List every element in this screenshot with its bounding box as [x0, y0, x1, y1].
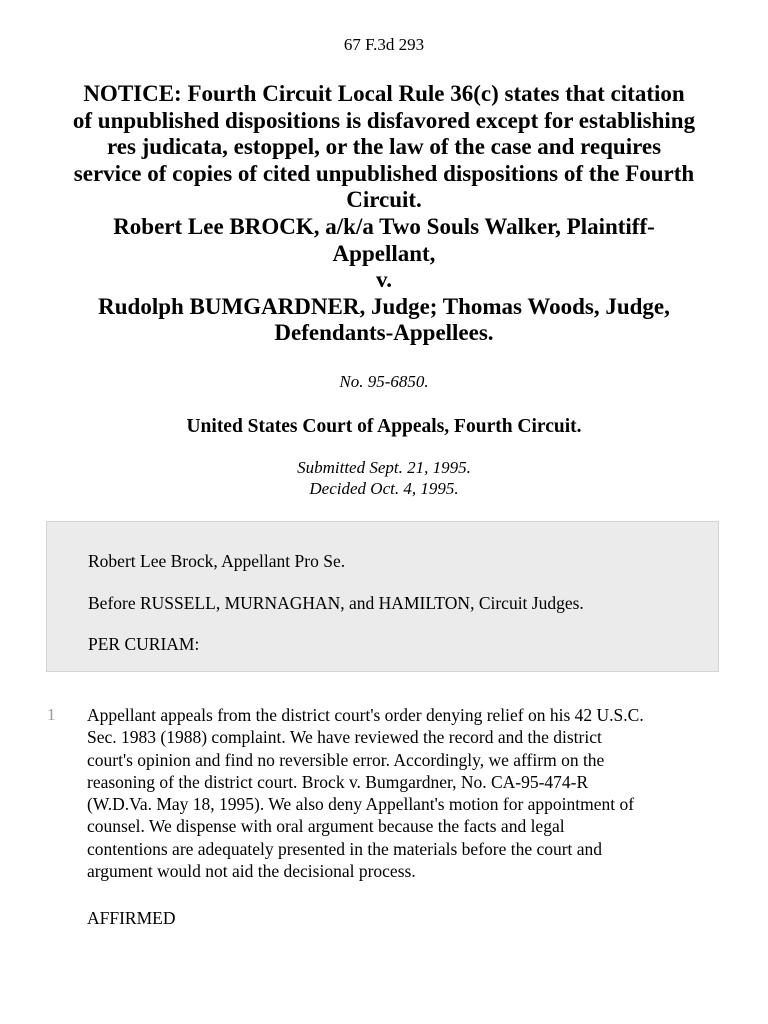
opinion-line: Appellant appeals from the district court's order denying relief on his 42 U.S.C.	[87, 705, 644, 725]
court-name: United States Court of Appeals, Fourth Circuit.	[186, 416, 582, 437]
opinion-line: contentions are adequately presented in the materials before the court and	[87, 838, 603, 859]
caption-line: v.	[376, 267, 392, 293]
opinion-line: counsel. We dispense with oral argument because the facts and legal	[87, 816, 565, 837]
case-info-box	[46, 521, 719, 672]
docket-number: No. 95-6850.	[339, 372, 429, 391]
panel-line: Before RUSSELL, MURNAGHAN, and HAMILTON, Circuit Judges.	[88, 593, 584, 613]
per-curiam-label: PER CURIAM:	[88, 634, 200, 654]
case-dates	[0, 457, 768, 499]
notice-line: res judicata, estoppel, or the law of the case and requires	[106, 134, 662, 160]
opinion-line: reasoning of the district court. Brock v. Bumgardner, No. CA-95-474-R	[87, 771, 589, 792]
submitted-date: Submitted Sept. 21, 1995.	[297, 458, 471, 477]
disposition: AFFIRMED	[87, 908, 176, 928]
case-citation: 67 F.3d 293	[343, 35, 425, 54]
caption-line: Appellant,	[332, 240, 436, 266]
opinion-line: court's opinion and find no reversible error. Accordingly, we affirm on the	[87, 749, 605, 770]
caption-line: Rudolph BUMGARDNER, Judge; Thomas Woods, Judge,	[98, 293, 670, 319]
paragraph-number: 1	[47, 705, 56, 724]
caption-line: Defendants-Appellees.	[274, 320, 494, 346]
decided-date: Decided Oct. 4, 1995.	[309, 479, 459, 498]
notice-line: service of copies of cited unpublished dispositions of the Fourth	[73, 160, 695, 186]
notice-line: of unpublished dispositions is disfavored except for establishing	[72, 107, 696, 133]
notice-line: Circuit.	[346, 187, 422, 213]
opinion-line: argument would not aid the decisional process.	[87, 861, 416, 882]
counsel-line: Robert Lee Brock, Appellant Pro Se.	[88, 551, 346, 571]
opinion-paragraph	[87, 704, 732, 882]
opinion-line: Sec. 1983 (1988) complaint. We have reviewed the record and the district	[87, 727, 602, 748]
caption-line: Robert Lee BROCK, a/k/a Two Souls Walker, Plaintiff-	[113, 213, 655, 239]
notice-line: NOTICE: Fourth Circuit Local Rule 36(c) states that citation	[83, 81, 685, 106]
opinion-line: (W.D.Va. May 18, 1995). We also deny Appellant's motion for appointment of	[87, 794, 635, 815]
case-header	[40, 81, 728, 347]
